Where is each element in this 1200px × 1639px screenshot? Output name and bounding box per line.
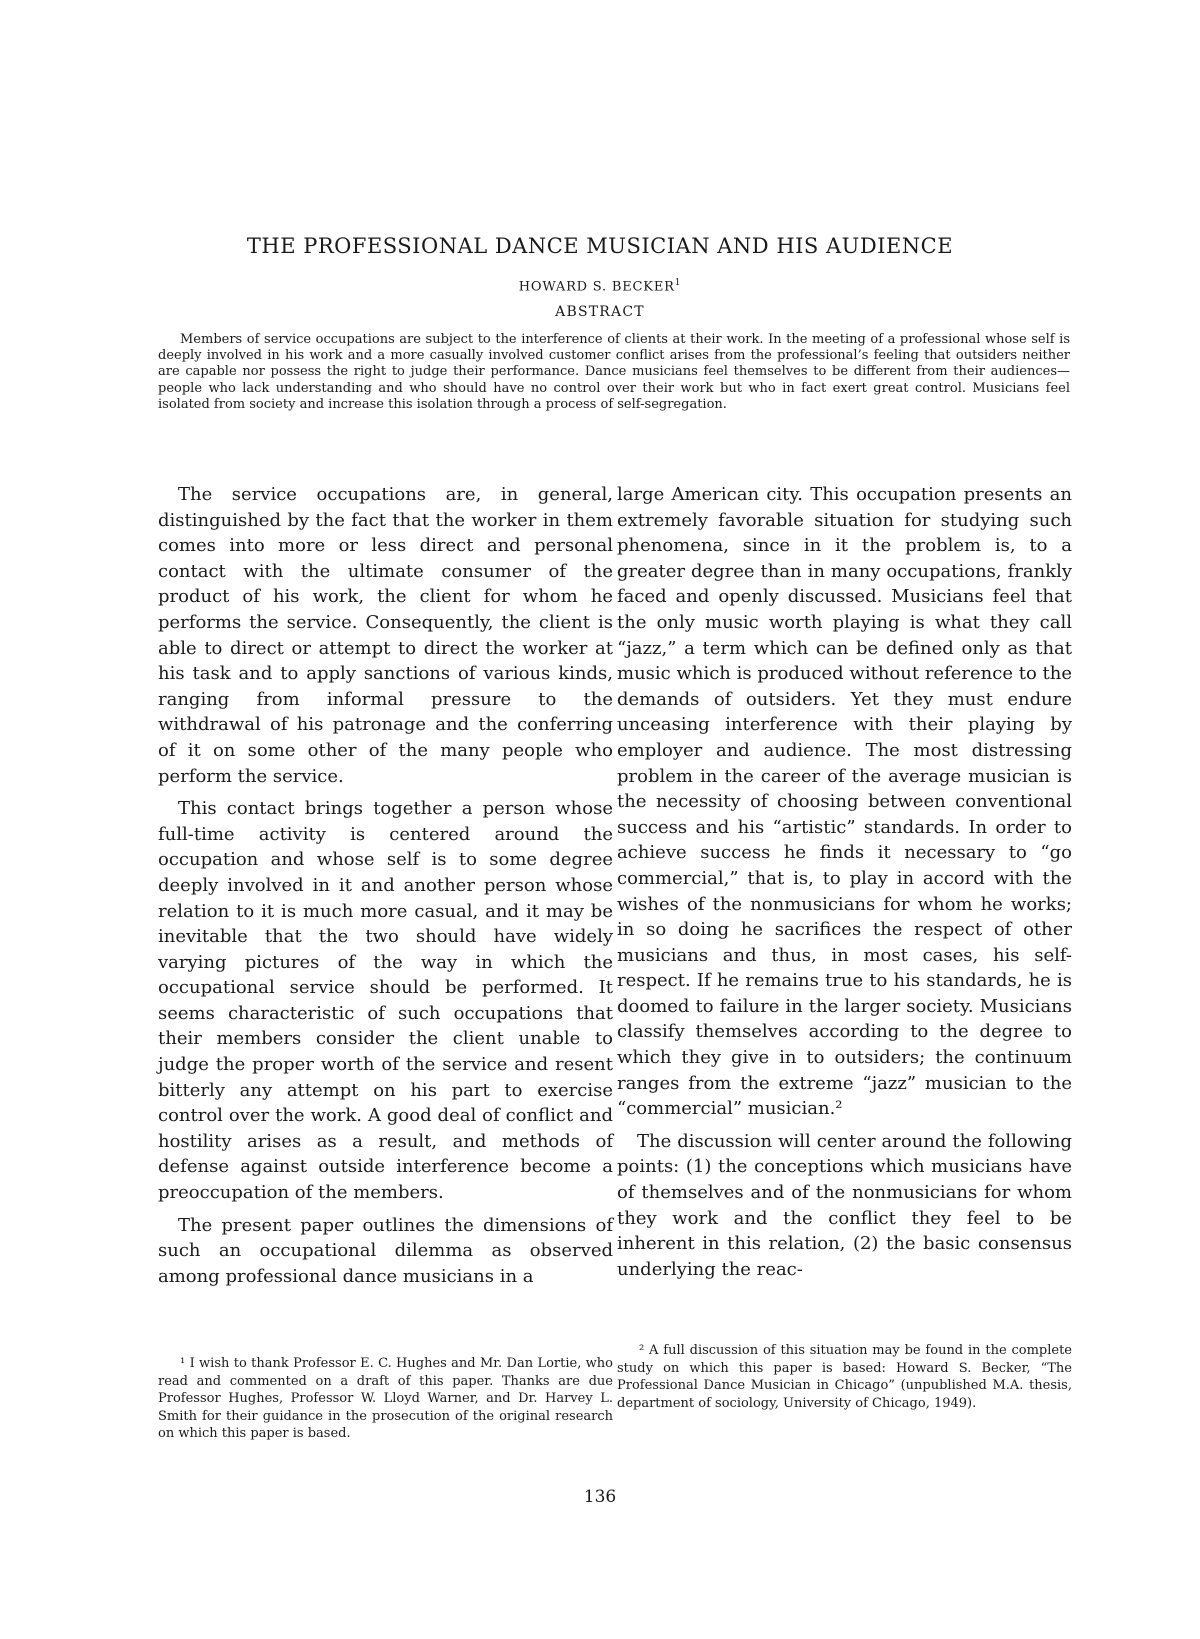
- author-footnote-marker: 1: [674, 278, 682, 288]
- abstract-text: Members of service occupations are subject to the interference of clients at their work. In the meeting of a professional whose self is deeply involved in his work and a more casually involved customer conflict arises from the professional’s feeling that outsiders neither are capable nor possess the right to judge their performance. Dance musicians feel themselves to be different from their audiences—people who lack understanding and who should have no control over their work but who in fact exert great control. Musicians feel isolated from society and increase this isolation through a process of self-segregation.: [158, 332, 1070, 412]
- footnote-1: ¹ I wish to thank Professor E. C. Hughes and Mr. Dan Lortie, who read and commented on a draft of this paper. Thanks are due Professor Hughes, Professor W. Lloyd Warner, and Dr. Harvey L. Smith for their guidance in the prosecution of the original research on which this paper is based.: [158, 1356, 613, 1442]
- footnote-2: ² A full discussion of this situation may be found in the complete study on which this paper is based: Howard S. Becker, “The Professional Dance Musician in Chicago” (unpublished M.A. thesis, department of sociology, University of Chicago, 1949).: [617, 1343, 1072, 1411]
- body-paragraph: The service occupations are, in general, distinguished by the fact that the worker in them comes into more or less direct and personal contact with the ultimate consumer of the product of his work, the client for whom he performs the service. Consequently, the client is able to direct or attempt to direct the worker at his task and to apply sanctions of various kinds, ranging from informal pressure to the withdrawal of his patronage and the conferring of it on some other of the many people who perform the service.: [158, 484, 613, 787]
- article-title: THE PROFESSIONAL DANCE MUSICIAN AND HIS AUDIENCE: [246, 234, 954, 258]
- page-number: 136: [583, 1487, 617, 1507]
- body-paragraph: The present paper outlines the dimensions of such an occupational dilemma as observed among professional dance musicians in a: [158, 1214, 613, 1287]
- body-paragraph: The discussion will center around the following points: (1) the conceptions which musicians have of themselves and of the nonmusicians for whom they work and the conflict they feel to be inherent in this relation, (2) the basic consensus underlying the reac-: [617, 1130, 1072, 1280]
- body-paragraph-continued: large American city. This occupation presents an extremely favorable situation for studying such phenomena, since in it the problem is, to a greater degree than in many occupations, frankly faced and openly discussed. Musicians feel that the only music worth playing is what they call “jazz,” a term which can be defined only as that music which is produced without reference to the demands of outsiders. Yet they must endure unceasing interference with their playing by employer and audience. The most distressing problem in the career of the average musician is the necessity of choosing between conventional success and his “artistic” standards. In order to achieve success he finds it necessary to “go commercial,” that is, to play in accord with the wishes of the nonmusicians for whom he works; in so doing he sacrifices the respect of other musicians and thus, in most cases, his self-respect. If he remains true to his standards, he is doomed to failure in the larger society. Musicians classify themselves according to the degree to which they give in to outsiders; the continuum ranges from the extreme “jazz” musician to the “commercial” musician.²: [617, 484, 1072, 1120]
- abstract-heading: ABSTRACT: [555, 304, 645, 320]
- author-name: HOWARD S. BECKER: [518, 279, 675, 295]
- article-author: [0, 278, 1200, 294]
- body-column-right: [617, 482, 1072, 1282]
- body-column-left: [158, 482, 613, 1289]
- body-paragraph: This contact brings together a person whose full-time activity is centered around the occupation and whose self is to some degree deeply involved in it and another person whose relation to it is much more casual, and it may be inevitable that the two should have widely varying pictures of the way in which the occupational service should be performed. It seems characteristic of such occupations that their members consider the client unable to judge the proper worth of the service and resent bitterly any attempt on his part to exercise control over the work. A good deal of conflict and hostility arises as a result, and methods of defense against outside interference become a preoccupation of the members.: [158, 798, 613, 1204]
